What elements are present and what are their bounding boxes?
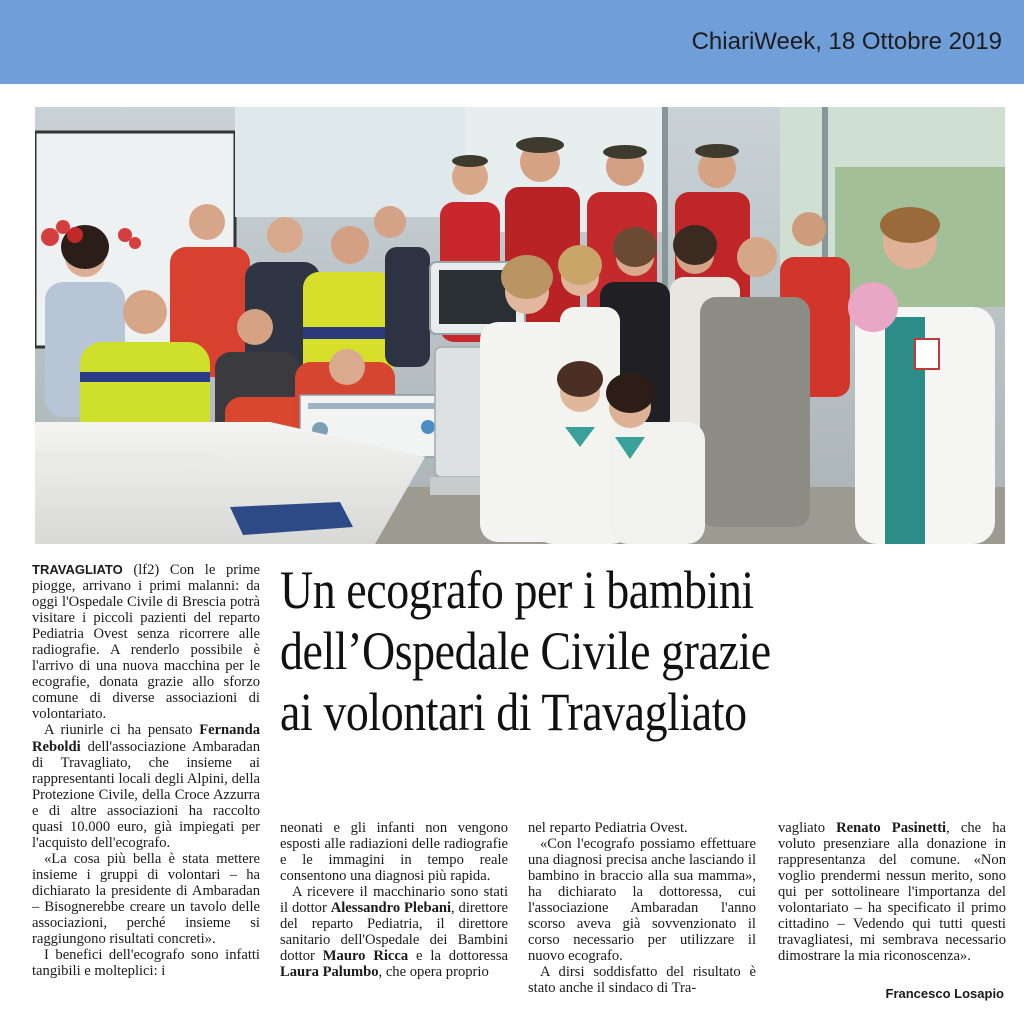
byline: Francesco Losapio (885, 986, 1004, 1001)
headline-line: dell’Ospedale Civile grazie (280, 621, 771, 681)
person-name: Renato Pasinetti (836, 820, 947, 836)
article-paragraph: TRAVAGLIATO (lf2) Con le prime piogge, arrivano i primi malanni: da oggi l'Ospedale Civile di Brescia potrà visitare i piccoli pazienti del reparto Pediatria Ovest senza ricorrere alle radiografie. A renderlo possibile è l'arrivo di una nuova macchina per le ecografie, donata grazie allo sforzo comune di diverse associazioni di volontariato. (32, 562, 260, 723)
headline-line: ai volontari di Travagliato (280, 682, 747, 742)
dateline: TRAVAGLIATO (32, 562, 123, 577)
article-paragraph: nel reparto Pediatria Ovest. (528, 820, 688, 836)
article-column-1 (32, 562, 260, 979)
header-bar (0, 0, 1024, 84)
article-column-2 (280, 820, 508, 980)
article-paragraph: neonati e gli infanti non vengono esposti alle radiazioni delle radiografie e le immagini in tempo reale consentono una diagnosi più rapida. (280, 820, 508, 885)
dateline-code: (lf2) (133, 562, 160, 578)
headline (280, 560, 899, 743)
article-paragraph: A dirsi soddisfatto del risultato è stato anche il sindaco di Tra- (528, 964, 756, 997)
group-photo (35, 107, 1005, 544)
article-paragraph: «La cosa più bella è stata mettere insieme i gruppi di volontari – ha dichiarato la presidente di Ambaradan – Bisognerebbe creare un tavolo delle associazioni, perché insieme si raggiungono risultati concreti». (32, 850, 260, 948)
article-paragraph: A riunirle ci ha pensato Fernanda Reboldi dell'associazione Ambaradan di Travagliato, che insieme ai rappresentanti locali degli Alpini, della Protezione Civile, della Croce Azzurra e di altre associazioni ha raccolto quasi 10.000 euro, già impiegati per l'acquisto dell'ecografo. (32, 722, 260, 851)
article-column-3 (528, 820, 756, 997)
source-date: ChiariWeek, 18 Ottobre 2019 (691, 28, 1002, 55)
person-name: Mauro Ricca (322, 948, 409, 965)
person-name: Alessandro Plebani (330, 900, 452, 917)
article-paragraph: A ricevere il macchinario sono stati il dottor Alessandro Plebani, direttore del reparto Pediatria, il direttore sanitario dell'Ospedale dei Bambini dottor Mauro Ricca e la dottoressa Laura Palumbo, che opera proprio (280, 884, 508, 981)
article-paragraph: «Con l'ecografo possiamo effettuare una diagnosi precisa anche lasciando il bambino in braccio alla sua mamma», ha dichiarato la dottoressa, cui l'associazione Ambaradan l'anno scorso aveva già sovvenzionato il corso necessario per utilizzare il nuovo ecografo. (528, 836, 756, 965)
person-name: Laura Palumbo (280, 964, 379, 981)
person-name: Fernanda Reboldi (32, 722, 260, 755)
headline-line: Un ecografo per i bambini (280, 560, 754, 620)
article-column-4 (778, 820, 1006, 964)
article-paragraph: vagliato Renato Pasinetti, che ha voluto presenziare alla donazione in rappresentanza del comune. «Non voglio prendermi nessun merito, sono qui per sottolineare l'importanza del volontariato – ha specificato il primo cittadino – Vedendo qui tutti questi travagliatesi, mi sembrava necessario dimostrare la mia riconoscenza». (778, 820, 1006, 965)
photo-illustration (35, 107, 1005, 544)
article-paragraph: I benefici dell'ecografo sono infatti tangibili e molteplici: i (32, 947, 260, 980)
